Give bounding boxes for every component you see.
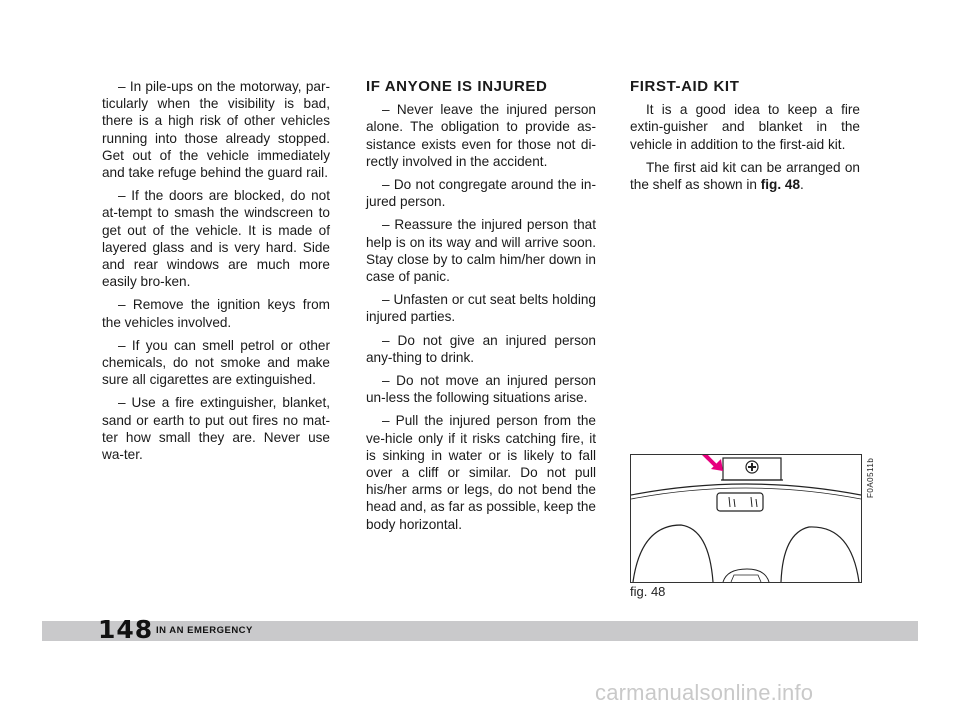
figure-reference: fig. 48 (760, 177, 801, 193)
figure-caption: fig. 48 (630, 584, 666, 599)
paragraph: – Reassure the injured person that help is on its way and will arrive soon. Stay close by to calm him/her down in case of panic. (366, 217, 596, 285)
section-heading-first-aid: FIRST-AID KIT (630, 78, 740, 95)
paragraph-end: . (800, 177, 804, 193)
paragraph (630, 159, 860, 193)
paragraph: – Use a fire extinguisher, blanket, sand or earth to put out fires no mat-ter how small they are. Never use wa-ter. (102, 395, 330, 463)
paragraph: – Do not give an injured person any-thing to drink. (366, 332, 596, 365)
section-heading-injured: IF ANYONE IS INJURED (366, 78, 548, 95)
paragraph: – Pull the injured person from the ve-hicle only if it risks catching fire, it is sinking in water or is likely to fall over a cliff or similar. Do not pull his/her arms or legs, do not bend the head and, as far as possible, keep the body horizontal. (366, 413, 596, 532)
paragraph-text: The first aid kit can be arranged on the shelf as shown in (630, 159, 860, 193)
paragraph: – Do not move an injured person un-less the following situations arise. (366, 373, 596, 406)
watermark: carmanualsonline.info (595, 680, 814, 705)
paragraph: – If the doors are blocked, do not at-tempt to smash the windscreen to get out of the vehicle. It is made of layered glass and is very hard. Side and rear windows are much more easily bro-ken. (102, 188, 330, 290)
paragraph: – In pile-ups on the motorway, par-ticularly when the visibility is bad, there is a high risk of other vehicles running into those already stopped. Get out of the vehicle immediately and take refuge behind the guard rail. (102, 79, 330, 181)
pointer-arrow-icon (701, 455, 723, 471)
figure-code: F0A0511b (866, 457, 875, 498)
first-aid-cross-icon (746, 461, 758, 473)
text-column-2 (366, 78, 596, 539)
text-column-3 (630, 78, 860, 199)
page-number: 148 (98, 615, 154, 644)
figure-first-aid-kit (630, 454, 862, 583)
first-aid-kit-illustration (631, 455, 861, 582)
paragraph: – If you can smell petrol or other chemicals, do not smoke and make sure all cigarettes are extinguished. (102, 337, 330, 388)
paragraph: It is a good idea to keep a fire extin-guisher and blanket in the vehicle in addition to the first-aid kit. (630, 102, 860, 152)
headrest-left (633, 525, 713, 582)
center-console (723, 569, 769, 582)
paragraph: – Remove the ignition keys from the vehicles involved. (102, 297, 330, 330)
section-title: IN AN EMERGENCY (156, 625, 253, 636)
headrest-right (781, 527, 859, 582)
paragraph: – Do not congregate around the in-jured person. (366, 177, 596, 210)
paragraph: – Never leave the injured person alone. The obligation to provide as-sistance exists even for those not di-rectly involved in the accident. (366, 102, 596, 169)
text-column-1 (102, 78, 330, 469)
paragraph: – Unfasten or cut seat belts holding injured parties. (366, 292, 596, 325)
